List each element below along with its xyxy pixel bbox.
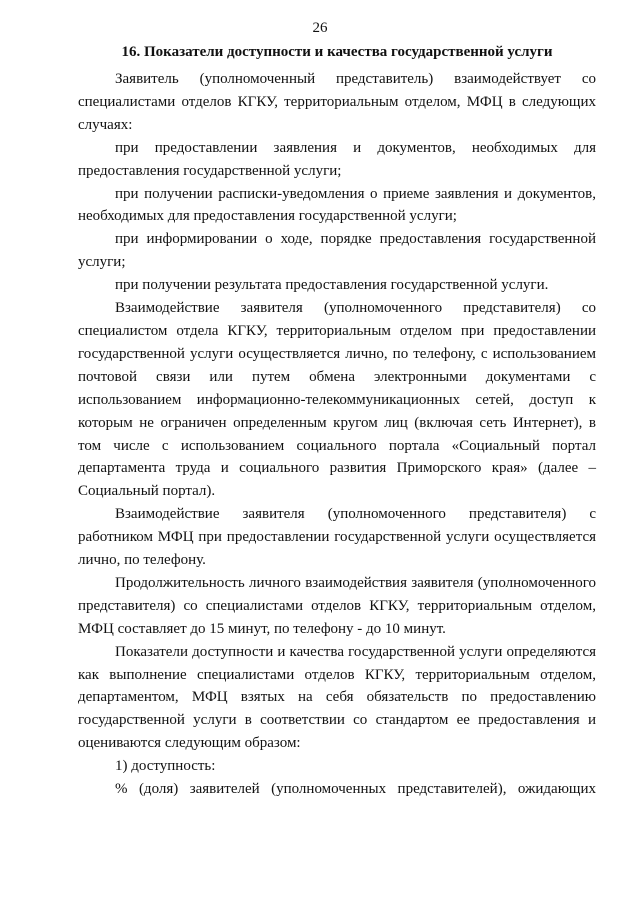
paragraph-case-result: при получении результата предоставления государственной услуги. <box>115 277 549 294</box>
paragraph-interaction-duration: Продолжительность личного взаимодействия заявителя (уполномоченного представителя) со специалистами отделов КГКУ, территориальным отделом, МФЦ составляет до 15 минут, по телефону - до 10 минут. <box>78 574 596 637</box>
paragraph-case-informing: при информировании о ходе, порядке предоставления государственной услуги; <box>78 231 596 271</box>
paragraph-interaction-mfc: Взаимодействие заявителя (уполномоченного представителя) с работником МФЦ при предоставлении государственной услуги осуществляется лично, по телефону. <box>78 506 596 569</box>
paragraph-case-receipt: при получении расписки-уведомления о приеме заявления и документов, необходимых для предоставления государственной услуги; <box>78 185 596 225</box>
paragraph-interaction-intro: Заявитель (уполномоченный представитель) взаимодействует со специалистами отделов КГКУ, территориальным отделом, МФЦ в следующих случаях: <box>78 71 596 133</box>
paragraph-case-submission: при предоставлении заявления и документов, необходимых для предоставления государственной услуги; <box>78 139 596 179</box>
page-number: 26 <box>312 20 328 36</box>
document-body <box>78 68 596 801</box>
paragraph-indicators: Показатели доступности и качества государственной услуги определяются как выполнение специалистами отделов КГКУ, территориальным отделом, департаментом, МФЦ взятых на себя обязательств по предоставлению государственной услуги в соответствии со стандартом ее предоставления и оцениваются следующим образом: <box>78 643 596 752</box>
paragraph-interaction-kgku: Взаимодействие заявителя (уполномоченного представителя) со специалистом отдела КГКУ, территориальным отделом при предоставлении государственной услуги осуществляется лично, по телефону, с использованием почтовой связи или путем обмена электронными документами с использованием информационно-телекоммуникационных сетей, доступ к которым не ограничен определенным кругом лиц (включая сеть Интернет), в том числе с использованием социального портала «Социальный портал департамента труда и социального развития Приморского края» (далее – Социальный портал). <box>78 300 596 500</box>
section-heading: 16. Показатели доступности и качества государственной услуги <box>121 44 553 60</box>
paragraph-accessibility-item: 1) доступность: <box>115 758 216 775</box>
paragraph-share-applicants: % (доля) заявителей (уполномоченных представителей), ожидающих <box>115 781 596 798</box>
